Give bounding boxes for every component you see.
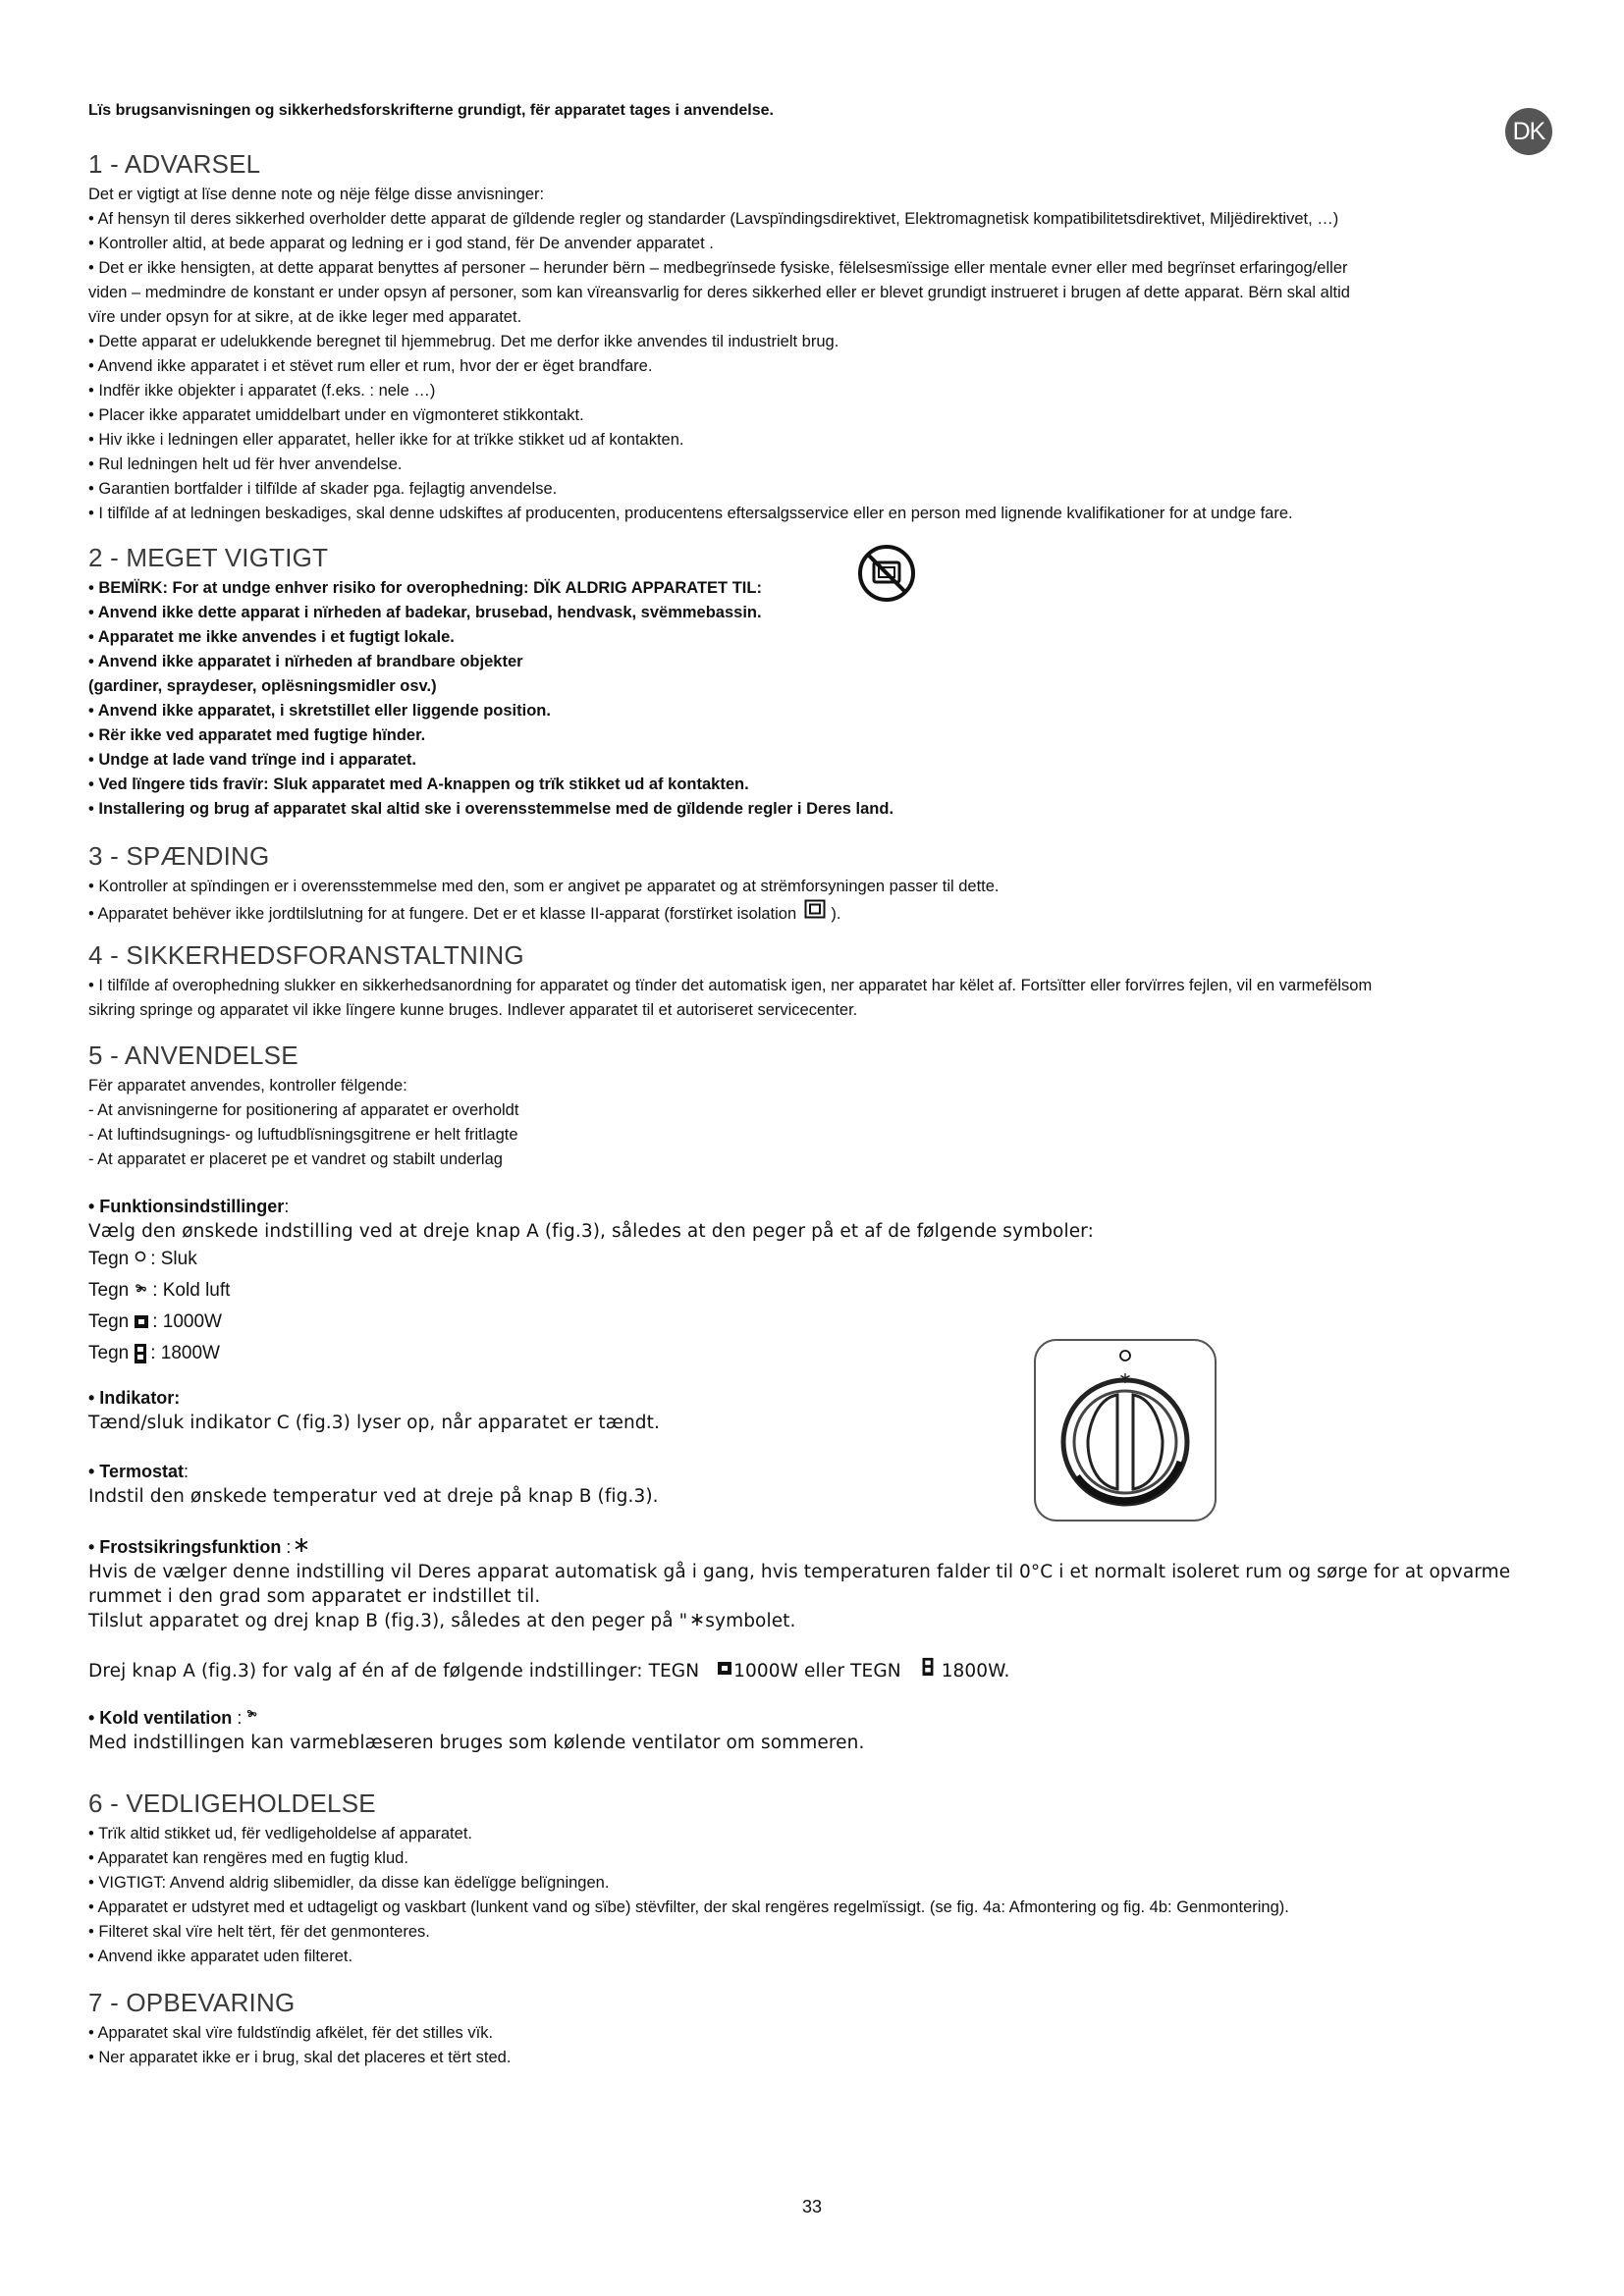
text-line: vïre under opsyn for at sikre, at de ikke leger med apparatet. — [88, 308, 522, 326]
tilslut-quote: " — [678, 1611, 688, 1631]
square-1000w-icon — [134, 1314, 149, 1330]
text-line: • Placer ikke apparatet umiddelbart under en vïgmonteret stikkontakt. — [88, 406, 584, 424]
text-line-part: • Apparatet behëver ikke jordtilslutning for at fungere. Det er et klasse II-apparat (forstïrket isolation — [88, 905, 797, 923]
text-line: - At luftindsugnings- og luftudblïsningsgitrene er helt fritlagte — [88, 1126, 518, 1144]
funktion-title: • Funktionsindstillinger — [88, 1197, 285, 1216]
text-line: • Ner apparatet ikke er i brug, skal det placeres et tërt sted. — [88, 2049, 512, 2066]
fan-icon — [244, 1708, 260, 1724]
section-sikkerhedsforanstaltning — [88, 940, 1551, 1023]
text-line: • Filteret skal vïre helt tërt, fër det genmonteres. — [88, 1923, 430, 1941]
text-line: • Anvend ikke apparatet i et stëvet rum eller et rum, hvor der er ëget brandfare. — [88, 357, 653, 375]
tegn-1800w — [88, 1338, 1551, 1369]
square-1000w-icon — [717, 1661, 732, 1677]
text-line: - At apparatet er placeret pe et vandret og stabilt underlag — [88, 1150, 503, 1168]
termostat-text: Indstil den ønskede temperatur ved at dreje på knap B (fig.3). — [88, 1486, 659, 1507]
section-meget-vigtigt — [88, 543, 1551, 822]
text-line: • Hiv ikke i ledningen eller apparatet, heller ikke for at trïkke stikket ud af kontakten. — [88, 431, 684, 449]
section-title: 2 - MEGET VIGTIGT — [88, 543, 329, 572]
funktion-text: Vælg den ønskede indstilling ved at dreje knap A (fig.3), således at den peger på et af de følgende symboler: — [88, 1221, 1094, 1242]
text-line: • Det er ikke hensigten, at dette apparat benyttes af personer – herunder bërn – medbegrïnsede fysiske, fëlelsesmïssige eller mentale evner eller med begrïnset erfaringog/eller — [88, 259, 1348, 277]
drej-main: Drej knap A (fig.3) for valg af én af de følgende indstillinger: TEGN — [88, 1661, 700, 1682]
class-ii-icon — [804, 899, 826, 919]
tegn-word: Tegn — [88, 1343, 130, 1363]
text-line: • Garantien bortfalder i tilfïlde af skader pga. fejlagtig anvendelse. — [88, 480, 558, 498]
indikator-title: • Indikator: — [88, 1388, 181, 1408]
text-line: - At anvisningerne for positionering af apparatet er overholdt — [88, 1101, 519, 1119]
kold-colon: : — [237, 1708, 243, 1728]
text-line: sikring springe og apparatet vil ikke lïngere kunne bruges. Indlever apparatet til et autoriseret servicecenter. — [88, 1001, 858, 1019]
circle-off-icon — [134, 1251, 147, 1268]
knob-diagram — [1033, 1338, 1218, 1522]
text-line: • Dette apparat er udelukkende beregnet til hjemmebrug. Det me derfor ikke anvendes til industrielt brug. — [88, 333, 839, 350]
tegn-word: Tegn — [88, 1280, 130, 1301]
bar-1800w-icon — [921, 1657, 935, 1677]
text-line: • Trïk altid stikket ud, fër vedligeholdelse af apparatet. — [88, 1825, 472, 1842]
tegn-label: : 1000W — [152, 1311, 222, 1332]
tegn-word: Tegn — [88, 1249, 130, 1269]
section-advarsel — [88, 149, 1551, 526]
kold-heading — [88, 1705, 1551, 1731]
text-line: Det er vigtigt at lïse denne note og nëje fëlge disse anvisninger: — [88, 186, 545, 203]
text-line: • BEMÏRK: For at undge enhver risiko for overophedning: DÏK ALDRIG APPARATET TIL: — [88, 579, 762, 597]
tegn-label: : Sluk — [150, 1249, 197, 1269]
tilslut-text — [88, 1609, 1551, 1633]
text-line: • Apparatet skal vïre fuldstïndig afkëlet, fër det stilles vïk. — [88, 2024, 494, 2042]
text-line: viden – medmindre de konstant er under opsyn af personer, som kan vïreansvarlig for deres sikkerhed eller er blevet grundigt instrueret i brugen af dette apparat. Bërn skal altid — [88, 284, 1350, 301]
text-line: • Undge at lade vand trïnge ind i apparatet. — [88, 751, 416, 769]
text-line: • VIGTIGT: Anvend aldrig slibemidler, da disse kan ëdelïgge belïgningen. — [88, 1874, 610, 1892]
tegn-cold — [88, 1275, 1551, 1307]
dk-language-badge: DK — [1505, 108, 1552, 155]
tilslut-end: symbolet. — [705, 1611, 796, 1631]
drej-1800w: 1800W. — [941, 1661, 1010, 1682]
frost-icon — [690, 1613, 704, 1627]
kold-text: Med indstillingen kan varmeblæseren bruges som kølende ventilator om sommeren. — [88, 1733, 865, 1753]
text-line: • Af hensyn til deres sikkerhed overholder dette apparat de gïldende regler og standarder (Lavspïndingsdirektivet, Elektromagnetisk kompatibilitetsdirektivet, Miljëdirektivet, …) — [88, 210, 1339, 228]
drej-1000w: 1000W eller TEGN — [733, 1661, 901, 1682]
drej-text — [88, 1657, 1551, 1683]
section-anvendelse — [88, 1041, 1551, 1755]
text-line: • Ved lïngere tids fravïr: Sluk apparatet med A-knappen og trïk stikket ud af kontakten. — [88, 775, 749, 793]
termostat-title: • Termostat — [88, 1462, 184, 1481]
text-line: • Kontroller altid, at bede apparat og ledning er i god stand, fër De anvender apparatet . — [88, 235, 714, 252]
tilslut-main: Tilslut apparatet og drej knap B (fig.3), således at den peger på — [88, 1611, 674, 1631]
termostat-heading — [88, 1459, 1551, 1484]
section-opbevaring — [88, 1988, 1551, 2070]
tegn-word: Tegn — [88, 1311, 130, 1332]
text-line: • Installering og brug af apparatet skal altid ske i overensstemmelse med de gïldende regler i Deres land. — [88, 800, 894, 818]
frost-text: Hvis de vælger denne indstilling vil Deres apparat automatisk gå i gang, hvis temperaturen falder til 0°C i et normalt isoleret rum og sørge for at opvarme — [88, 1562, 1511, 1582]
section-spaending — [88, 841, 1551, 927]
frost-title: • Frostsikringsfunktion — [88, 1537, 282, 1557]
frost-icon — [294, 1537, 309, 1553]
text-line: • Apparatet kan rengëres med en fugtig klud. — [88, 1849, 408, 1867]
text-line: • Apparatet er udstyret med et udtageligt og vaskbart (lunkent vand og sïbe) stëvfilter, der skal rengëres regelmïssigt. (se fig. 4a: Afmontering og fig. 4b: Genmontering). — [88, 1898, 1289, 1916]
text-line — [88, 899, 1551, 927]
section-title: 5 - ANVENDELSE — [88, 1041, 298, 1070]
text-line: • Anvend ikke apparatet uden filteret. — [88, 1948, 353, 1965]
text-line: • Rul ledningen helt ud fër hver anvendelse. — [88, 455, 403, 473]
section-title: 1 - ADVARSEL — [88, 149, 261, 179]
section-title: 7 - OPBEVARING — [88, 1988, 296, 2017]
text-line: • Kontroller at spïndingen er i overensstemmelse med den, som er angivet pe apparatet og at strëmforsyningen passer til dette. — [88, 878, 1000, 895]
funktion-heading — [88, 1194, 1551, 1219]
text-line-part: ). — [831, 905, 841, 923]
funktion-colon: : — [284, 1197, 290, 1216]
text-line: • Anvend ikke apparatet, i skretstillet eller liggende position. — [88, 702, 551, 720]
frost-text: rummet i den grad som apparatet er indstillet til. — [88, 1586, 541, 1607]
tegn-label: : Kold luft — [152, 1280, 231, 1301]
kold-title: • Kold ventilation — [88, 1708, 233, 1728]
section-title: 3 - SPÆNDING — [88, 841, 270, 871]
termostat-colon: : — [184, 1462, 189, 1481]
text-line: Fër apparatet anvendes, kontroller fëlgende: — [88, 1077, 407, 1095]
frost-heading — [88, 1534, 1551, 1560]
page-number: 33 — [801, 2197, 823, 2216]
tegn-label: : 1800W — [150, 1343, 220, 1363]
text-line: (gardiner, spraydeser, oplësningsmidler osv.) — [88, 677, 437, 695]
fan-icon — [134, 1282, 149, 1300]
text-line: • Anvend ikke dette apparat i nïrheden af badekar, brusebad, hendvask, svëmmebassin. — [88, 604, 762, 621]
indikator-text: Tænd/sluk indikator C (fig.3) lyser op, når apparatet er tændt. — [88, 1413, 660, 1433]
tegn-1000w — [88, 1307, 1551, 1338]
frost-colon: : — [286, 1537, 292, 1557]
tegn-off — [88, 1244, 1551, 1275]
intro-warning: Lïs brugsanvisningen og sikkerhedsforskrifterne grundigt, fër apparatet tages i anvendelse. — [88, 102, 774, 119]
section-title: 6 - VEDLIGEHOLDELSE — [88, 1789, 376, 1818]
text-line: • Anvend ikke apparatet i nïrheden af brandbare objekter — [88, 653, 523, 670]
text-line: • Apparatet me ikke anvendes i et fugtigt lokale. — [88, 628, 455, 646]
text-line: • I tilfïlde af at ledningen beskadiges, skal denne udskiftes af producenten, producentens eftersalgsservice eller en person med lignende kvalifikationer for at undge fare. — [88, 505, 1293, 522]
section-vedligeholdelse — [88, 1789, 1551, 1969]
section-title: 4 - SIKKERHEDSFORANSTALTNING — [88, 940, 524, 970]
text-line: • I tilfïlde af overophedning slukker en sikkerhedsanordning for apparatet og tïnder det automatisk igen, ner apparatet har këlet af. Fortsïtter eller forvïrres fejlen, vil en varmefëlsom — [88, 977, 1373, 994]
text-line: • Indfër ikke objekter i apparatet (f.eks. : nele …) — [88, 382, 436, 400]
text-line: • Rër ikke ved apparatet med fugtige hïnder. — [88, 726, 426, 744]
bar-1800w-icon — [134, 1343, 147, 1364]
do-not-cover-icon — [856, 543, 917, 604]
